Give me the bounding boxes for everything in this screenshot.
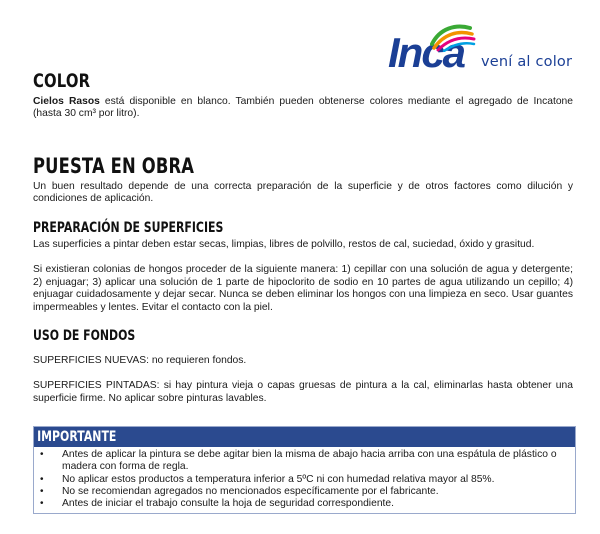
importante-list	[34, 447, 575, 513]
preparacion-heading: PREPARACIÓN DE SUPERFICIES	[33, 220, 224, 236]
fondos-pintadas	[33, 380, 573, 405]
fondos-heading: USO DE FONDOS	[33, 328, 136, 344]
list-item: • Antes de aplicar la pintura se debe agitar bien la misma de abajo hacia arriba con una espátula de plástico o madera con forma de regla.	[40, 449, 569, 474]
color-heading: COLOR	[33, 70, 91, 92]
list-item: • No se recomiendan agregados no mencionados específicamente por el fabricante.	[40, 486, 569, 498]
nuevas-text: : no requieren fondos.	[146, 355, 247, 366]
nuevas-label: SUPERFICIES NUEVAS	[33, 355, 147, 366]
product-name: Cielos Rasos	[33, 96, 100, 107]
puesta-section	[33, 154, 573, 206]
puesta-intro: Un buen resultado depende de una correcta preparación de la superficie y de otros factores como dilución y condiciones de aplicación.	[33, 181, 573, 205]
list-item: • Antes de iniciar el trabajo consulte la hoja de seguridad correspondiente.	[40, 498, 569, 510]
importante-heading: IMPORTANTE	[37, 429, 117, 445]
logo-wordmark: Inca	[388, 29, 465, 76]
list-item: • No aplicar estos productos a temperatura inferior a 5ºC ni con humedad relativa mayor al 85%.	[40, 474, 569, 486]
preparacion-section	[33, 220, 573, 314]
puesta-heading: PUESTA EN OBRA	[33, 154, 195, 178]
preparacion-p1: Las superficies a pintar deben estar secas, limpias, libres de polvillo, restos de cal, suciedad, óxido y grasitud.	[33, 239, 535, 250]
fondos-section	[33, 328, 573, 405]
pintadas-text: : si hay pintura vieja o capas gruesas de pintura a la cal, eliminarlas hasta obtener una superficie firme. No aplicar sobre pinturas lavables.	[33, 380, 573, 404]
logo-tagline: vení al color	[481, 54, 573, 70]
color-section	[33, 70, 573, 121]
importante-box	[33, 426, 576, 514]
preparacion-p2: Si existieran colonias de hongos proceder de la siguiente manera: 1) cepillar con una solución de agua y detergente; 2) enjuagar; 3) aplicar una solución de 1 parte de hipoclorito de sodio en 10 partes de agua utilizando un cepillo; 4) enjuagar cuidadosamente y dejar secar. Nunca se deben eliminar los hongos con una limpieza en seco. Usar guantes impermeables y lentes. Evitar el contacto con la piel.	[33, 264, 573, 313]
pintadas-label: SUPERFICIES PINTADAS	[33, 380, 157, 392]
importante-header	[34, 427, 575, 447]
paint-stroke-icon	[430, 22, 476, 52]
fondos-nuevas	[33, 355, 573, 367]
color-text: está disponible en blanco. También pueden obtenerse colores mediante el agregado de Incatone (hasta 30 cm³ por litro).	[33, 96, 573, 120]
color-paragraph	[33, 96, 573, 121]
